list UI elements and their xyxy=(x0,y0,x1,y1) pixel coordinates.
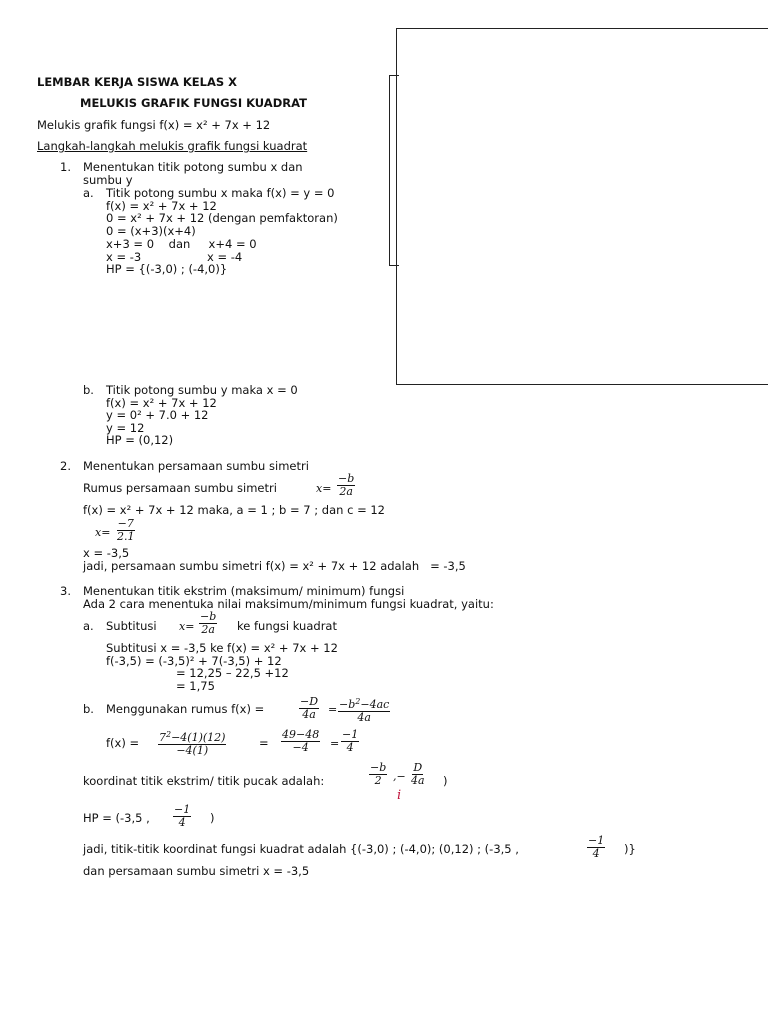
symmetry-result: x = -3,5 xyxy=(83,546,130,560)
exponent: 2 xyxy=(166,730,172,739)
step-number-1: 1. xyxy=(60,160,71,174)
step-1b-line: Titik potong sumbu y maka x = 0 xyxy=(106,383,298,397)
fx-label: f(x) = xyxy=(106,736,140,750)
fraction-numerator: −b xyxy=(370,761,387,774)
step-number-3: 3. xyxy=(60,584,71,598)
step-1b-line: f(x) = x² + 7x + 12 xyxy=(106,396,217,410)
fraction-numerator: −7 xyxy=(117,517,134,530)
rumus-fraction xyxy=(337,473,355,498)
fraction-denominator: −4 xyxy=(292,741,309,754)
dan-text: dan persamaan sumbu simetri x = -3,5 xyxy=(83,864,310,878)
hp-fraction xyxy=(173,804,191,829)
fraction-numerator xyxy=(338,696,390,712)
koordinat-y-fraction xyxy=(410,762,426,787)
numerator-part: −4(1)(12) xyxy=(171,731,226,744)
step-3a-lhs: x= xyxy=(179,620,195,633)
calc-lhs: x= xyxy=(95,526,111,539)
steps-heading: Langkah-langkah melukis grafik fungsi kuadrat xyxy=(37,139,308,153)
step-1b-line: y = 0² + 7.0 + 12 xyxy=(106,408,209,422)
fraction-denominator: 4a xyxy=(411,774,425,787)
equals-sign: = xyxy=(328,703,338,716)
step-3a-text: Subtitusi xyxy=(106,619,157,633)
fraction-numerator: −1 xyxy=(588,834,605,847)
exponent: 2 xyxy=(355,697,361,706)
fraction-numerator: −b xyxy=(338,472,355,485)
koordinat-separator: ,− xyxy=(393,770,406,783)
equals-sign: = xyxy=(259,736,269,750)
red-handwritten-mark: i xyxy=(397,788,402,803)
step-3-subtitle: Ada 2 cara menentuka nilai maksimum/minimum fungsi kuadrat, yaitu: xyxy=(83,597,494,611)
worksheet-title: LEMBAR KERJA SISWA KELAS X xyxy=(37,75,238,89)
step-1a-line: Titik potong sumbu x maka f(x) = y = 0 xyxy=(106,186,335,200)
step-1a-line: x+3 = 0 dan x+4 = 0 xyxy=(106,237,257,251)
step-3a-line: Subtitusi x = -3,5 ke f(x) = x² + 7x + 12 xyxy=(106,641,338,655)
step-3a-label: a. xyxy=(83,619,94,633)
jadi-text: jadi, titik-titik koordinat fungsi kuadrat adalah {(-3,0) ; (-4,0); (0,12) ; (-3,5 , xyxy=(83,842,519,856)
fraction-denominator: 2 xyxy=(374,774,382,787)
step-3b-text: Menggunakan rumus f(x) = xyxy=(106,702,265,716)
step-1a-line: HP = {(-3,0) ; (-4,0)} xyxy=(106,262,228,276)
hp-close: ) xyxy=(210,811,215,825)
formula-d-fraction xyxy=(299,696,319,721)
fraction-denominator: 4a xyxy=(357,711,371,724)
fraction-denominator: 2a xyxy=(339,485,353,498)
koordinat-text: koordinat titik ekstrim/ titik pucak adalah: xyxy=(83,774,325,788)
fraction-numerator: −1 xyxy=(342,728,359,741)
fraction-numerator: −1 xyxy=(174,803,191,816)
rumus-lhs: x= xyxy=(316,482,332,495)
fraction-numerator: −b xyxy=(200,610,217,623)
fraction-denominator: 2a xyxy=(201,623,215,636)
step-3a-fraction xyxy=(199,611,217,636)
step-3a-line: f(-3,5) = (-3,5)² + 7(-3,5) + 12 xyxy=(106,654,282,668)
step-3-title: Menentukan titik ekstrim (maksimum/ minimum) fungsi xyxy=(83,584,405,598)
intro-text: Melukis grafik fungsi f(x) = x² + 7x + 12 xyxy=(37,118,271,132)
fx-calc-fraction xyxy=(158,729,226,757)
step-1-title: Menentukan titik potong sumbu x dan xyxy=(83,160,303,174)
step-1a-line: 0 = (x+3)(x+4) xyxy=(106,224,196,238)
numerator-part: 7 xyxy=(159,731,166,744)
equals-sign: = xyxy=(330,737,340,750)
formula-discriminant-fraction xyxy=(338,696,390,724)
step-3a-line: = 1,75 xyxy=(176,679,215,693)
fx-simplified-fraction xyxy=(281,729,320,754)
hp-text: HP = (-3,5 , xyxy=(83,811,150,825)
fraction-denominator: −4(1) xyxy=(176,744,209,757)
step-1b-line: y = 12 xyxy=(106,421,145,435)
step-1a-label: a. xyxy=(83,186,94,200)
fx-result-fraction xyxy=(341,729,359,754)
step-3a-line: = 12,25 – 22,5 +12 xyxy=(176,666,289,680)
symmetry-conclusion: jadi, persamaan sumbu simetri f(x) = x² + 7x + 12 adalah = -3,5 xyxy=(83,559,466,573)
fraction-numerator xyxy=(158,729,226,745)
fraction-denominator: 4 xyxy=(178,816,186,829)
step-1-title-cont: sumbu y xyxy=(83,173,133,187)
numerator-part: −b xyxy=(339,698,356,711)
step-2-title: Menentukan persamaan sumbu simetri xyxy=(83,459,309,473)
fraction-denominator: 2.1 xyxy=(117,530,135,543)
coefficient-line: f(x) = x² + 7x + 12 maka, a = 1 ; b = 7 ; dan c = 12 xyxy=(83,503,385,517)
fraction-numerator: −D xyxy=(300,695,319,708)
step-number-2: 2. xyxy=(60,459,71,473)
calc-fraction xyxy=(116,518,136,543)
step-1a-line: f(x) = x² + 7x + 12 xyxy=(106,199,217,213)
step-1a-line: 0 = x² + 7x + 12 (dengan pemfaktoran) xyxy=(106,211,338,225)
step-1b-label: b. xyxy=(83,383,94,397)
rumus-text: Rumus persamaan sumbu simetri xyxy=(83,481,277,495)
step-3b-label: b. xyxy=(83,702,94,716)
graph-box xyxy=(396,28,768,385)
jadi-fraction xyxy=(587,835,605,860)
fraction-denominator: 4 xyxy=(346,741,354,754)
koordinat-x-fraction xyxy=(369,762,387,787)
step-3a-tail: ke fungsi kuadrat xyxy=(237,619,337,633)
fraction-denominator: 4 xyxy=(592,847,600,860)
fraction-denominator: 4a xyxy=(302,708,316,721)
worksheet-subtitle: MELUKIS GRAFIK FUNGSI KUADRAT xyxy=(80,96,307,110)
numerator-part: −4ac xyxy=(360,698,390,711)
jadi-close: )} xyxy=(624,842,636,856)
fraction-numerator: 49−48 xyxy=(282,728,320,741)
step-1a-line: x = -3 x = -4 xyxy=(106,250,243,264)
koordinat-close: ) xyxy=(443,774,448,788)
fraction-numerator: D xyxy=(413,761,423,774)
step-1b-line: HP = (0,12) xyxy=(106,433,174,447)
